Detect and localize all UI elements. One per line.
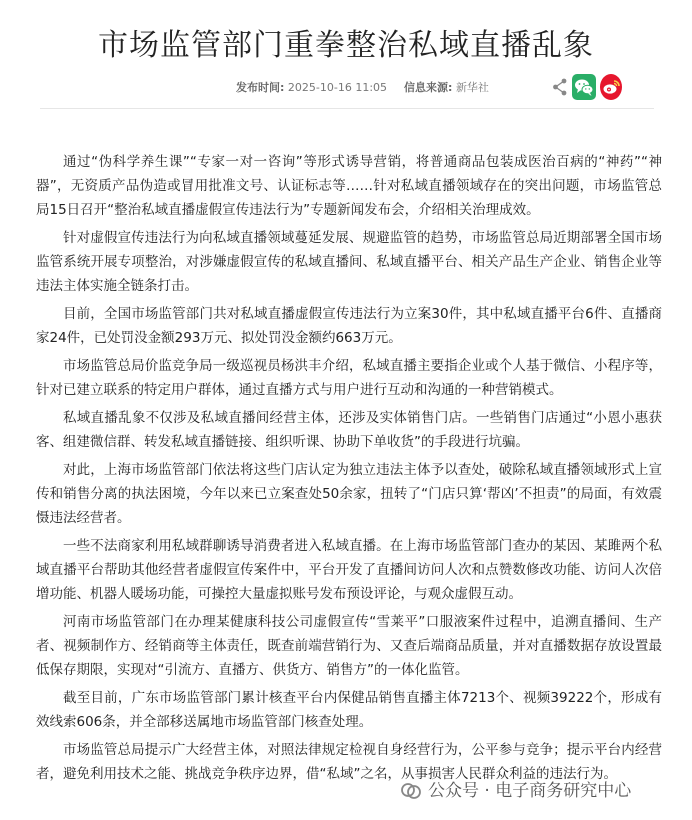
article-body	[36, 150, 662, 790]
title-divider	[40, 108, 654, 109]
paragraph: 通过“伪科学养生课”“专家一对一咨询”等形式诱导营销，将普通商品包装成医治百病的“神药”“神器”，无资质产品伪造或冒用批准文号、认证标志等……针对私域直播领域存在的突出问题，市场监管总局15日召开“整治私域直播虚假宣传违法行为”专题新闻发布会，介绍相关治理成效。	[36, 154, 662, 218]
watermark	[400, 781, 631, 801]
publish-time-label: 发布时间:	[236, 81, 285, 94]
paragraph: 针对虚假宣传违法行为向私域直播领域蔓延发展、规避监管的趋势，市场监管总局近期部署全国市场监管系统开展专项整治，对涉嫌虚假宣传的私域直播间、私域直播平台、相关产品生产企业、销售企业等违法主体实施全链条打击。	[36, 230, 662, 294]
paragraph: 一些不法商家利用私域群聊诱导消费者进入私域直播。在上海市场监管部门查办的某因、某雎两个私域直播平台帮助其他经营者虚假宣传案件中，平台开发了直播间访问人次和点赞数修改功能、访问人次倍增功能、机器人暖场功能，可操控大量虚拟账号发布预设评论，与观众虚假互动。	[36, 538, 662, 602]
watermark-text: 公众号 · 电子商务研究中心	[428, 781, 632, 801]
paragraph: 对此，上海市场监管部门依法将这些门店认定为独立违法主体予以查处，破除私域直播领域形式上宣传和销售分离的执法困境，今年以来已立案查处50余家，扭转了“门店只算‘帮凶’不担责”的局面，有效震慑违法经营者。	[36, 462, 662, 526]
paragraph: 河南市场监管部门在办理某健康科技公司虚假宣传“雪莱平”口服液案件过程中，追溯直播间、生产者、视频制作方、经销商等主体责任，既查前端营销行为、又查后端商品质量，并对直播数据存放设置最低保存期限，实现对“引流方、直播方、供货方、销售方”的一体化监管。	[36, 614, 662, 678]
paragraph: 截至目前，广东市场监管部门累计核查平台内保健品销售直播主体7213个、视频39222个，形成有效线索606条，并全部移送属地市场监管部门核查处理。	[36, 690, 662, 730]
publish-time-value: 2025-10-16 11:05	[287, 81, 388, 94]
paragraph: 市场监管总局提示广大经营主体，对照法律规定检视自身经营行为，公平参与竞争；提示平台内经营者，避免利用技术之能、挑战竞争秩序边界，借“私域”之名，从事损害人民群众利益的违法行为。	[36, 742, 662, 782]
source-label: 信息来源:	[404, 81, 453, 94]
paragraph: 市场监管总局价监竞争局一级巡视员杨洪丰介绍，私域直播主要指企业或个人基于微信、小程序等，针对已建立联系的特定用户群体，通过直播方式与用户进行互动和沟通的一种营销模式。	[36, 358, 662, 398]
wechat-icon[interactable]	[572, 74, 596, 100]
source-value: 新华社	[455, 81, 489, 94]
article-meta	[236, 81, 489, 95]
weibo-icon[interactable]	[600, 74, 622, 100]
article-title: 市场监管部门重拳整治私域直播乱象	[98, 28, 594, 63]
wechat-official-account-icon	[400, 781, 422, 801]
paragraph: 私域直播乱象不仅涉及私域直播间经营主体，还涉及实体销售门店。一些销售门店通过“小恩小惠获客、组建微信群、转发私域直播链接、组织听课、协助下单收货”的手段进行坑骗。	[36, 410, 662, 450]
paragraph: 目前，全国市场监管部门共对私域直播虚假宣传违法行为立案30件，其中私域直播平台6件、直播商家24件，已处罚没金额293万元、拟处罚没金额约663万元。	[36, 306, 662, 346]
share-icon[interactable]	[551, 74, 569, 100]
